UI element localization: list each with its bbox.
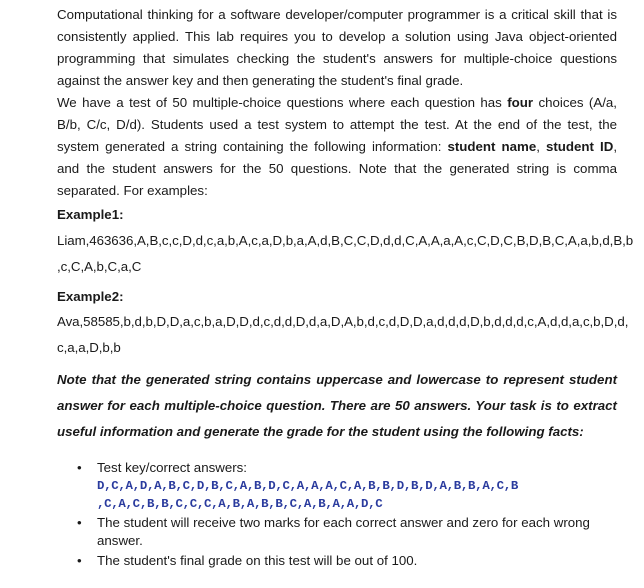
facts-list — [77, 459, 597, 570]
para2-text-4: , and the student answers for the 50 questions. Note that the generated string is comma separated. For examples: — [57, 139, 618, 198]
grade-rule: The student's final grade on this test will be out of 100. — [97, 553, 418, 568]
bullet-icon: • — [77, 553, 82, 568]
bullet-icon: • — [77, 515, 82, 530]
example2-line1: Ava,58585,b,d,b,D,D,a,c,b,a,D,D,d,c,d,d,D,d,a,D,A,b,d,c,d,D,D,a,d,d,d,D,b,d,d,d,c,A,d,d,a,c,b,D,d, — [57, 314, 629, 329]
para2-bold-student-name: student name — [447, 139, 537, 154]
example2-label: Example2: — [57, 289, 124, 304]
test-description-paragraph — [57, 92, 617, 202]
list-item — [77, 552, 597, 570]
para2-bold-four: four — [507, 95, 534, 110]
note-paragraph: Note that the generated string contains uppercase and lowercase to represent student answer for each multiple-choice question. There are 50 answers. Your task is to extract useful information and generate the grade for the student using the following facts: — [57, 372, 617, 439]
intro-paragraph: Computational thinking for a software developer/computer programmer is a critical skill that is consistently applied. This lab requires you to develop a solution using Java object-oriented programming that simulates checking the student's answers for multiple-choice questions against the answer key and then generating the student's final grade. — [57, 7, 617, 88]
para2-text-1: We have a test of 50 multiple-choice questions where each question has — [57, 95, 508, 110]
para2-text-3: , — [536, 139, 546, 154]
test-key-label: Test key/correct answers: — [97, 460, 248, 475]
example2-line2: c,a,a,D,b,b — [57, 340, 121, 355]
marks-rule: The student will receive two marks for each correct answer and zero for each wrong answer. — [97, 515, 590, 548]
answer-key-line1: D,C,A,D,A,B,C,D,B,C,A,B,D,C,A,A,A,C,A,B,B,D,B,D,A,B,B,A,C,B — [97, 479, 519, 493]
example1-label: Example1: — [57, 207, 124, 222]
example1-line2: ,c,C,A,b,C,a,C — [57, 259, 142, 274]
example1-line1: Liam,463636,A,B,c,c,D,d,c,a,b,A,c,a,D,b,a,A,d,B,C,C,D,d,d,C,A,A,a,A,c,C,D,C,B,D,B,C,A,a,b,d,B,b — [57, 233, 634, 248]
list-item — [77, 514, 597, 550]
answer-key-line2: ,C,A,C,B,B,C,C,C,A,B,A,B,B,C,A,B,A,A,D,C — [97, 497, 383, 511]
bullet-icon: • — [77, 460, 82, 475]
para2-text-2: choices (A/a, B/b, C/c, D/d). Students used a test system to attempt the test. At the end of the test, the system generated a string containing the following information: — [57, 95, 617, 154]
list-item — [77, 459, 597, 513]
para2-bold-student-id: student ID — [545, 139, 614, 154]
